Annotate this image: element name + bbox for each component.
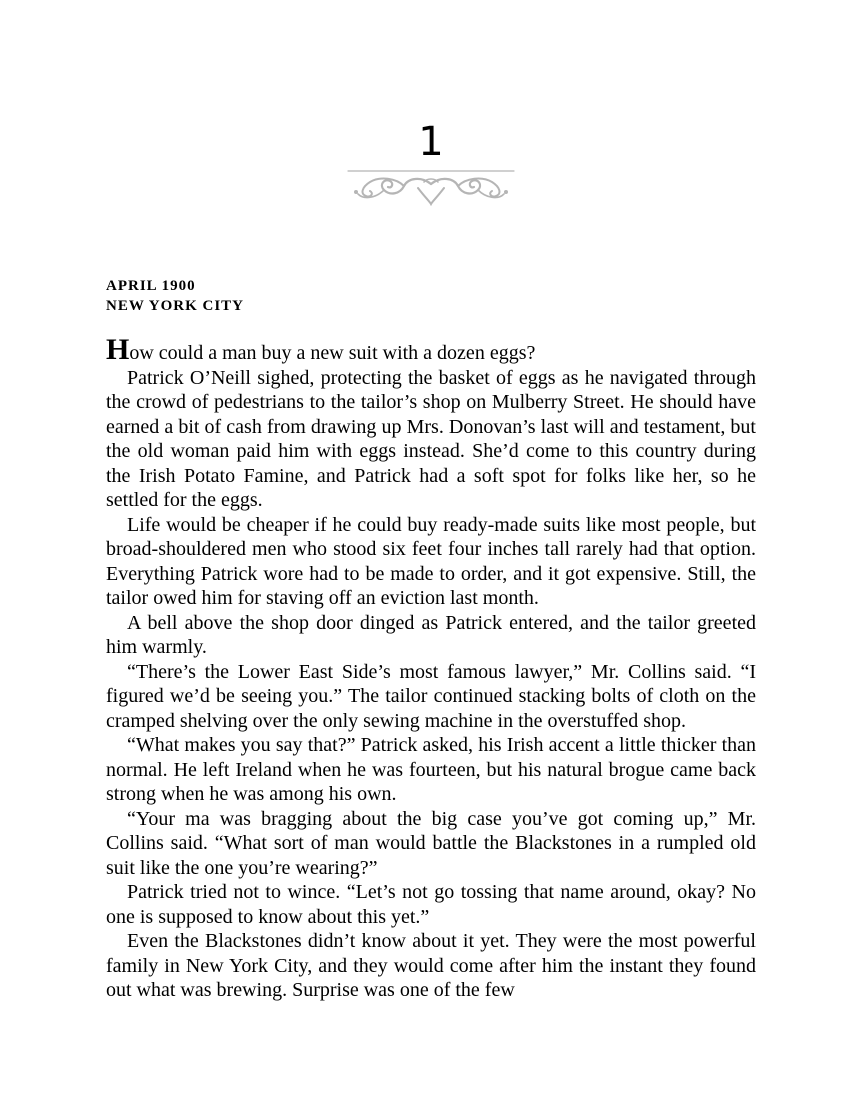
opening-paragraph	[106, 333, 756, 366]
opening-sentence: ow could a man buy a new suit with a dozen eggs?	[129, 342, 536, 364]
scroll-flourish-icon	[346, 166, 516, 206]
paragraph: “There’s the Lower East Side’s most famous lawyer,” Mr. Collins said. “I figured we’d be seeing you.” The tailor continued stacking bolts of cloth on the cramped shelving over the only sewing machine in the overstuffed shop.	[106, 660, 756, 732]
dateline-place: NEW YORK CITY	[106, 298, 245, 314]
chapter-text	[106, 333, 756, 1003]
paragraph: “Your ma was bragging about the big case you’ve got coming up,” Mr. Collins said. “What sort of man would battle the Blackstones in a rumpled old suit like the one you’re wearing?”	[106, 807, 756, 879]
paragraph: Patrick O’Neill sighed, protecting the basket of eggs as he navigated through the crowd of pedestrians to the tailor’s shop on Mulberry Street. He should have earned a bit of cash from drawing up Mrs. Donovan’s last will and testament, but the old woman paid him with eggs instead. She’d come to this country during the Irish Potato Famine, and Patrick had a soft spot for folks like her, so he settled for the eggs.	[106, 366, 756, 511]
paragraph: Patrick tried not to wince. “Let’s not go tossing that name around, okay? No one is supposed to know about this yet.”	[106, 881, 756, 928]
paragraph: Life would be cheaper if he could buy ready-made suits like most people, but broad-shouldered men who stood six feet four inches tall rarely had that option. Everything Patrick wore had to be made to order, and it got expensive. Still, the tailor owed him for staving off an eviction last month.	[106, 513, 756, 609]
paragraph: Even the Blackstones didn’t know about it yet. They were the most powerful family in New York City, and they would come after him the instant they found out what was brewing. Surprise was one of the few	[106, 930, 756, 1001]
paragraph: “What makes you say that?” Patrick asked, his Irish accent a little thicker than normal. He left Ireland when he was fourteen, but his natural brogue came back strong when he was among his own.	[106, 734, 756, 805]
dateline-date: APRIL 1900	[106, 278, 196, 294]
paragraph: A bell above the shop door dinged as Patrick entered, and the tailor greeted him warmly.	[106, 611, 756, 658]
dateline	[106, 276, 244, 316]
chapter-number: 1	[418, 119, 444, 165]
drop-cap: H	[106, 333, 130, 366]
